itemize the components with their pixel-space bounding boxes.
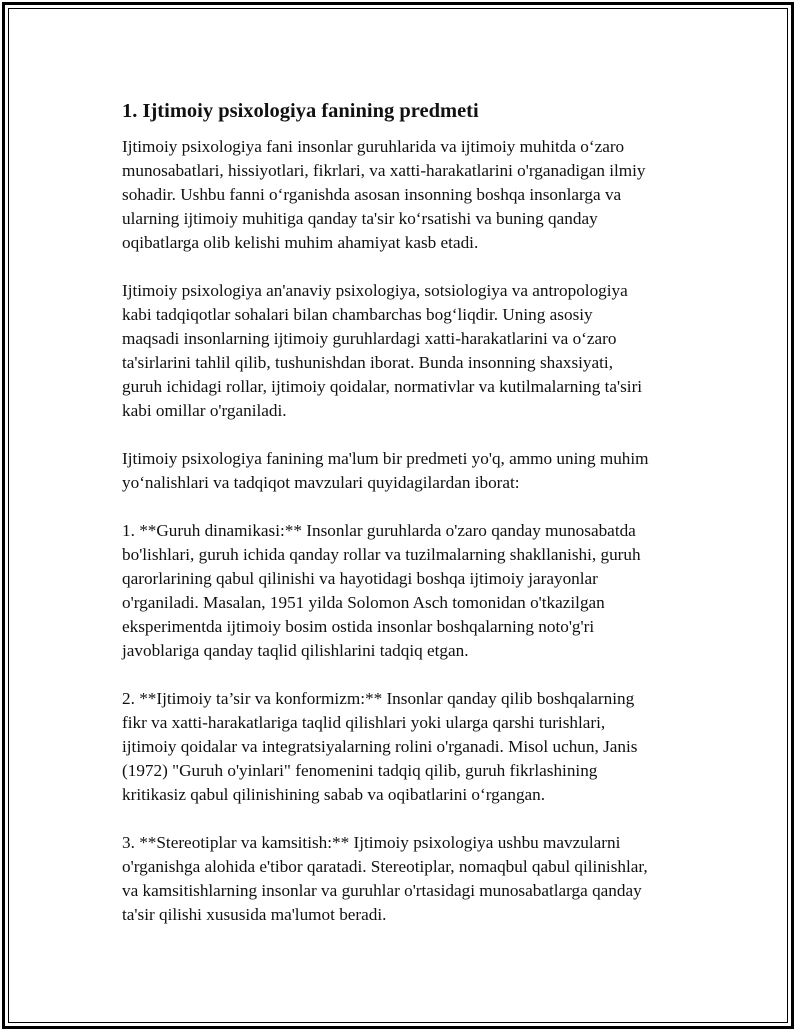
text-line: eksperimentda ijtimoiy bosim ostida insonlar boshqalarning noto'g'ri [122,617,595,636]
paragraph-2 [122,279,702,423]
text-line: yo‘nalishlari va tadqiqot mavzulari quyidagilardan iborat: [122,473,520,492]
text-line: ta'sir qilishi xususida ma'lumot beradi. [122,905,387,924]
text-line: fikr va xatti-harakatlariga taqlid qilishlari yoki ularga qarshi turishlari, [122,713,606,732]
text-line: 1. **Guruh dinamikasi:** Insonlar guruhlarda o'zaro qanday munosabatda [122,521,636,540]
page-frame [2,2,794,1029]
text-line: Ijtimoiy psixologiya fani insonlar guruhlarida va ijtimoiy muhitda o‘zaro [122,137,625,156]
text-line: 2. **Ijtimoiy ta’sir va konformizm:** Insonlar qanday qilib boshqalarning [122,689,635,708]
text-line: ijtimoiy qoidalar va integratsiyalarning rolini o'rganadi. Misol uchun, Janis [122,737,638,756]
text-line: qarorlarining qabul qilinishi va hayotidagi boshqa ijtimoiy jarayonlar [122,569,598,588]
list-item-3 [122,831,702,927]
text-line: kritikasiz qabul qilinishining sabab va oqibatlarini o‘rgangan. [122,785,546,804]
paragraph-1 [122,135,702,255]
text-line: (1972) "Guruh o'yinlari" fenomenini tadqiq qilib, guruh fikrlashining [122,761,598,780]
paragraph-3 [122,447,702,495]
text-line: o'rganishga alohida e'tibor qaratadi. Stereotiplar, nomaqbul qabul qilinishlar, [122,857,648,876]
section-heading: 1. Ijtimoiy psixologiya fanining predmeti [122,100,479,122]
text-line: o'rganiladi. Masalan, 1951 yilda Solomon Asch tomonidan o'tkazilgan [122,593,605,612]
text-line: maqsadi insonlarning ijtimoiy guruhlardagi xatti-harakatlarini va o‘zaro [122,329,617,348]
text-line: kabi tadqiqotlar sohalari bilan chambarchas bog‘liqdir. Uning asosiy [122,305,593,324]
text-line: Ijtimoiy psixologiya fanining ma'lum bir predmeti yo'q, ammo uning muhim [122,449,649,468]
text-line: ularning ijtimoiy muhitiga qanday ta'sir ko‘rsatishi va buning qanday [122,209,598,228]
text-line: ta'sirlarini tahlil qilib, tushunishdan iborat. Bunda insonning shaxsiyati, [122,353,613,372]
text-line: munosabatlari, hissiyotlari, fikrlari, va xatti-harakatlarini o'rganadigan ilmiy [122,161,646,180]
text-line: kabi omillar o'rganiladi. [122,401,287,420]
text-line: Ijtimoiy psixologiya an'anaviy psixologiya, sotsiologiya va antropologiya [122,281,628,300]
document-body [122,97,702,951]
text-line: guruh ichidagi rollar, ijtimoiy qoidalar, normativlar va kutilmalarning ta'siri [122,377,643,396]
text-line: bo'lishlari, guruh ichida qanday rollar va tuzilmalarning shakllanishi, guruh [122,545,641,564]
text-line: 3. **Stereotiplar va kamsitish:** Ijtimoiy psixologiya ushbu mavzularni [122,833,621,852]
list-item-2 [122,687,702,807]
text-line: oqibatlarga olib kelishi muhim ahamiyat kasb etadi. [122,233,479,252]
list-item-1 [122,519,702,663]
text-line: va kamsitishlarning insonlar va guruhlar o'rtasidagi munosabatlarga qanday [122,881,642,900]
text-line: javoblariga qanday taqlid qilishlarini tadqiq etgan. [122,641,469,660]
text-line: sohadir. Ushbu fanni o‘rganishda asosan insonning boshqa insonlarga va [122,185,622,204]
